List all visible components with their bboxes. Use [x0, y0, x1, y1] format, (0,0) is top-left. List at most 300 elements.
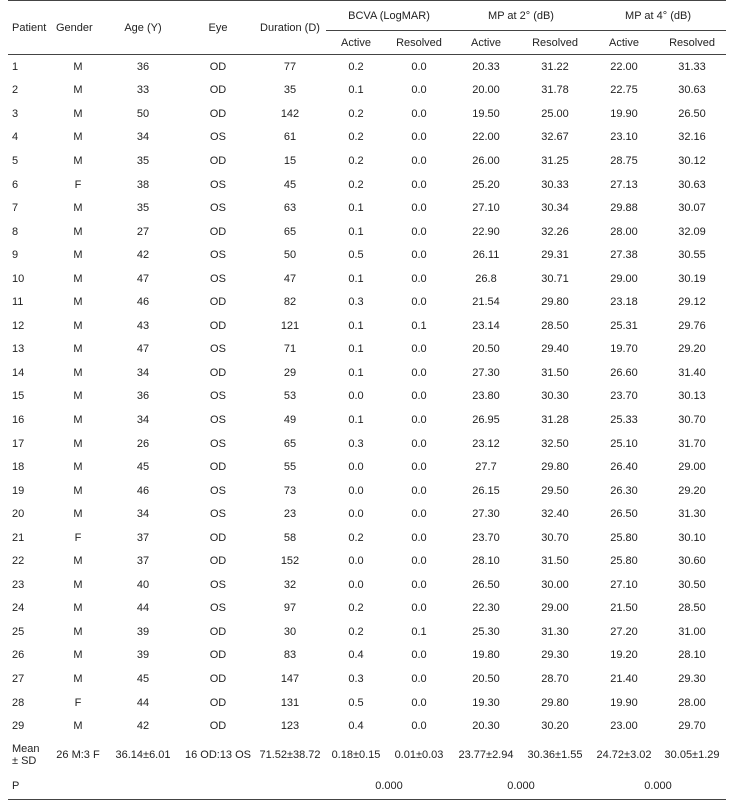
header-mp4-resolved: Resolved: [669, 36, 715, 49]
cell-bcva-active: 0.1: [348, 272, 364, 285]
cell-age: 43: [136, 319, 150, 332]
table-summary: [8, 738, 726, 800]
cell-bcva-active: 0.2: [348, 154, 364, 167]
cell-mp4-active: 25.10: [610, 437, 638, 450]
cell-mp4-active: 23.18: [610, 296, 638, 309]
header-bcva: BCVA (LogMAR): [326, 1, 452, 31]
cell-gender: M: [73, 508, 83, 521]
cell-patient: 12: [12, 319, 25, 332]
header-mp2-resolved: Resolved: [532, 36, 578, 49]
table-row: [8, 691, 726, 715]
cell-mp4-active: 29.00: [610, 272, 638, 285]
cell-eye: OS: [210, 413, 226, 426]
cell-patient: 17: [12, 437, 25, 450]
cell-mp4-active: 27.38: [610, 249, 638, 262]
cell-mp4-active: 25.80: [610, 531, 638, 544]
table-row: [8, 644, 726, 668]
cell-bcva-resolved: 0.0: [411, 649, 427, 662]
cell-age: 34: [136, 413, 150, 426]
cell-mp2-resolved: 25.00: [541, 107, 569, 120]
mean-mp4-active: 24.72±3.02: [596, 749, 652, 762]
cell-bcva-resolved: 0.0: [411, 484, 427, 497]
cell-bcva-active: 0.1: [348, 319, 364, 332]
cell-eye: OS: [210, 178, 226, 191]
table-row: [8, 667, 726, 691]
cell-duration: 147: [280, 672, 300, 685]
cell-duration: 45: [283, 178, 297, 191]
table-row: [8, 408, 726, 432]
cell-mp2-resolved: 32.26: [541, 225, 569, 238]
cell-bcva-active: 0.1: [348, 225, 364, 238]
cell-mp4-resolved: 26.50: [678, 107, 706, 120]
cell-mp2-active: 20.00: [472, 84, 500, 97]
cell-age: 42: [136, 249, 150, 262]
cell-gender: M: [73, 649, 83, 662]
table-row: [8, 55, 726, 79]
cell-mp2-resolved: 31.30: [541, 625, 569, 638]
cell-mp4-active: 27.20: [610, 625, 638, 638]
cell-duration: 58: [283, 531, 297, 544]
cell-duration: 65: [283, 437, 297, 450]
cell-mp4-resolved: 29.30: [678, 672, 706, 685]
cell-bcva-active: 0.2: [348, 531, 364, 544]
cell-duration: 73: [283, 484, 297, 497]
mean-eye: 16 OD:13 OS: [184, 749, 252, 762]
cell-age: 39: [136, 625, 150, 638]
cell-eye: OS: [210, 390, 226, 403]
cell-gender: M: [73, 60, 83, 73]
cell-mp4-active: 26.60: [610, 366, 638, 379]
cell-mp4-resolved: 30.19: [678, 272, 706, 285]
header-eye: Eye: [208, 21, 228, 34]
cell-gender: M: [73, 555, 83, 568]
table-row: [8, 149, 726, 173]
cell-bcva-active: 0.2: [348, 131, 364, 144]
cell-gender: M: [73, 343, 83, 356]
cell-patient: 15: [12, 390, 25, 403]
cell-bcva-resolved: 0.0: [411, 296, 427, 309]
cell-duration: 65: [283, 225, 297, 238]
table-row: [8, 196, 726, 220]
cell-duration: 15: [283, 154, 297, 167]
header-mp4: MP at 4° (dB): [590, 1, 726, 31]
cell-mp2-resolved: 29.00: [541, 602, 569, 615]
cell-duration: 53: [283, 390, 297, 403]
cell-duration: 131: [280, 696, 300, 709]
cell-mp2-active: 21.54: [472, 296, 500, 309]
cell-mp4-resolved: 30.07: [678, 202, 706, 215]
cell-mp4-active: 22.75: [610, 84, 638, 97]
cell-bcva-active: 0.0: [348, 578, 364, 591]
cell-mp2-resolved: 31.25: [541, 154, 569, 167]
cell-bcva-active: 0.3: [348, 296, 364, 309]
cell-mp4-active: 26.30: [610, 484, 638, 497]
header-mp2-active: Active: [471, 36, 501, 49]
cell-mp4-active: 25.31: [610, 319, 638, 332]
cell-patient: 11: [12, 296, 24, 309]
cell-duration: 121: [280, 319, 300, 332]
cell-age: 37: [136, 531, 150, 544]
mean-age: 36.14±6.01: [115, 749, 171, 762]
mean-sd-row: [8, 738, 726, 773]
cell-eye: OD: [209, 555, 227, 568]
cell-bcva-resolved: 0.0: [411, 508, 427, 521]
p-bcva: 0.000: [375, 779, 403, 792]
cell-patient: 20: [12, 508, 25, 521]
cell-mp2-resolved: 29.50: [541, 484, 569, 497]
cell-mp4-active: 25.80: [610, 555, 638, 568]
cell-bcva-resolved: 0.1: [411, 625, 427, 638]
cell-age: 46: [136, 484, 150, 497]
cell-mp4-active: 28.00: [610, 225, 638, 238]
cell-mp2-resolved: 30.33: [541, 178, 569, 191]
patient-data-table-container: [8, 0, 726, 800]
mean-label-line1: Mean: [12, 743, 40, 756]
cell-age: 35: [136, 202, 150, 215]
cell-age: 44: [136, 602, 150, 615]
cell-bcva-resolved: 0.0: [411, 602, 427, 615]
cell-age: 42: [136, 720, 150, 733]
cell-gender: F: [74, 178, 82, 191]
mean-mp4-resolved: 30.05±1.29: [664, 749, 720, 762]
cell-mp2-resolved: 29.40: [541, 343, 569, 356]
cell-mp4-resolved: 30.50: [678, 578, 706, 591]
table-row: [8, 220, 726, 244]
cell-mp4-resolved: 32.16: [678, 131, 706, 144]
cell-age: 36: [136, 60, 150, 73]
cell-mp4-resolved: 28.50: [678, 602, 706, 615]
cell-patient: 2: [12, 84, 19, 97]
cell-mp2-resolved: 32.50: [541, 437, 569, 450]
cell-patient: 10: [12, 272, 25, 285]
cell-mp2-active: 27.30: [472, 508, 500, 521]
cell-eye: OS: [210, 272, 226, 285]
cell-bcva-resolved: 0.0: [411, 413, 427, 426]
cell-mp2-active: 22.30: [472, 602, 500, 615]
cell-mp2-resolved: 31.22: [541, 60, 569, 73]
cell-mp2-resolved: 30.20: [541, 720, 569, 733]
cell-mp2-active: 26.15: [472, 484, 500, 497]
table-row: [8, 597, 726, 621]
cell-eye: OD: [209, 84, 227, 97]
cell-mp4-active: 23.70: [610, 390, 638, 403]
cell-gender: M: [73, 461, 83, 474]
cell-patient: 7: [12, 202, 19, 215]
cell-mp2-active: 20.50: [472, 672, 500, 685]
cell-bcva-active: 0.0: [348, 461, 364, 474]
cell-duration: 97: [283, 602, 297, 615]
cell-duration: 63: [283, 202, 297, 215]
cell-mp4-resolved: 28.00: [678, 696, 706, 709]
cell-bcva-active: 0.1: [348, 366, 364, 379]
header-duration: Duration (D): [260, 21, 320, 34]
cell-bcva-resolved: 0.0: [411, 60, 427, 73]
cell-mp2-active: 25.20: [472, 178, 500, 191]
cell-gender: M: [73, 319, 83, 332]
table-row: [8, 314, 726, 338]
cell-mp2-resolved: 28.50: [541, 319, 569, 332]
cell-bcva-active: 0.0: [348, 484, 364, 497]
cell-mp2-resolved: 31.28: [541, 413, 569, 426]
table-row: [8, 267, 726, 291]
cell-age: 35: [136, 154, 150, 167]
cell-mp4-resolved: 30.63: [678, 84, 706, 97]
p-empty-eye: [182, 773, 254, 800]
cell-mp2-active: 23.80: [472, 390, 500, 403]
cell-eye: OS: [210, 343, 226, 356]
cell-bcva-active: 0.2: [348, 625, 364, 638]
cell-mp4-active: 19.90: [610, 107, 638, 120]
cell-mp2-resolved: 29.80: [541, 696, 569, 709]
cell-mp2-resolved: 29.80: [541, 296, 569, 309]
cell-mp4-resolved: 29.00: [678, 461, 706, 474]
cell-bcva-resolved: 0.0: [411, 178, 427, 191]
cell-mp2-resolved: 31.50: [541, 366, 569, 379]
mean-mp2-resolved: 30.36±1.55: [527, 749, 583, 762]
p-mp2: 0.000: [507, 779, 535, 792]
cell-gender: M: [73, 484, 83, 497]
cell-bcva-active: 0.0: [348, 555, 364, 568]
cell-mp2-active: 22.00: [472, 131, 500, 144]
cell-mp2-active: 23.14: [472, 319, 500, 332]
cell-mp4-resolved: 30.70: [678, 413, 706, 426]
cell-mp4-resolved: 30.12: [678, 154, 706, 167]
cell-bcva-resolved: 0.0: [411, 696, 427, 709]
cell-mp4-active: 25.33: [610, 413, 638, 426]
cell-mp2-resolved: 32.67: [541, 131, 569, 144]
cell-duration: 123: [280, 720, 300, 733]
table-row: [8, 102, 726, 126]
cell-mp4-active: 28.75: [610, 154, 638, 167]
cell-duration: 35: [283, 84, 297, 97]
cell-mp2-resolved: 30.30: [541, 390, 569, 403]
mean-bcva-active: 0.18±0.15: [331, 749, 381, 762]
cell-mp4-resolved: 30.13: [678, 390, 706, 403]
cell-duration: 50: [283, 249, 297, 262]
cell-gender: M: [73, 578, 83, 591]
cell-duration: 77: [283, 60, 297, 73]
p-value-row: [8, 773, 726, 800]
cell-bcva-resolved: 0.0: [411, 107, 427, 120]
cell-eye: OS: [210, 508, 226, 521]
cell-eye: OD: [209, 154, 227, 167]
cell-eye: OD: [209, 720, 227, 733]
cell-mp4-resolved: 30.55: [678, 249, 706, 262]
cell-gender: M: [73, 602, 83, 615]
cell-bcva-active: 0.5: [348, 249, 364, 262]
cell-mp2-resolved: 31.78: [541, 84, 569, 97]
cell-mp2-active: 25.30: [472, 625, 500, 638]
patient-data-table: [8, 0, 726, 800]
cell-patient: 26: [12, 649, 25, 662]
cell-gender: M: [73, 720, 83, 733]
cell-mp4-active: 19.90: [610, 696, 638, 709]
cell-bcva-active: 0.2: [348, 602, 364, 615]
cell-bcva-resolved: 0.0: [411, 225, 427, 238]
cell-mp4-resolved: 29.70: [678, 720, 706, 733]
cell-age: 36: [136, 390, 150, 403]
cell-patient: 3: [12, 107, 19, 120]
p-empty-gender: [52, 773, 104, 800]
cell-mp4-resolved: 29.76: [678, 319, 706, 332]
cell-bcva-active: 0.4: [348, 720, 364, 733]
cell-bcva-resolved: 0.0: [411, 249, 427, 262]
cell-duration: 49: [283, 413, 297, 426]
cell-age: 47: [136, 272, 150, 285]
cell-duration: 30: [283, 625, 297, 638]
header-row-1: [8, 1, 726, 31]
cell-eye: OD: [209, 107, 227, 120]
cell-age: 26: [136, 437, 150, 450]
cell-mp2-active: 23.12: [472, 437, 500, 450]
cell-age: 38: [136, 178, 150, 191]
cell-bcva-active: 0.5: [348, 696, 364, 709]
cell-gender: M: [73, 296, 83, 309]
cell-age: 33: [136, 84, 150, 97]
header-patient: Patient: [12, 21, 47, 34]
cell-eye: OD: [209, 625, 227, 638]
cell-patient: 18: [12, 461, 25, 474]
cell-patient: 21: [12, 531, 25, 544]
cell-mp2-active: 19.30: [472, 696, 500, 709]
cell-gender: M: [73, 84, 83, 97]
cell-mp4-resolved: 30.63: [678, 178, 706, 191]
header-bcva-resolved: Resolved: [396, 36, 442, 49]
cell-patient: 8: [12, 225, 19, 238]
cell-bcva-resolved: 0.0: [411, 720, 427, 733]
cell-mp2-active: 26.00: [472, 154, 500, 167]
table-row: [8, 243, 726, 267]
cell-mp4-resolved: 31.00: [678, 625, 706, 638]
table-row: [8, 714, 726, 738]
cell-gender: M: [73, 437, 83, 450]
cell-mp2-resolved: 29.30: [541, 649, 569, 662]
cell-patient: 4: [12, 131, 19, 144]
cell-duration: 47: [283, 272, 297, 285]
table-row: [8, 173, 726, 197]
cell-duration: 152: [280, 555, 300, 568]
cell-mp2-active: 20.30: [472, 720, 500, 733]
cell-bcva-resolved: 0.0: [411, 461, 427, 474]
cell-gender: M: [73, 366, 83, 379]
cell-mp2-active: 28.10: [472, 555, 500, 568]
cell-mp2-resolved: 30.71: [541, 272, 569, 285]
cell-eye: OD: [209, 296, 227, 309]
cell-gender: M: [73, 249, 83, 262]
cell-duration: 61: [283, 131, 297, 144]
header-bcva-active: Active: [341, 36, 371, 49]
cell-eye: OD: [209, 366, 227, 379]
cell-eye: OD: [209, 649, 227, 662]
cell-mp4-resolved: 32.09: [678, 225, 706, 238]
cell-patient: 14: [12, 366, 25, 379]
cell-patient: 29: [12, 720, 25, 733]
cell-age: 34: [136, 366, 150, 379]
cell-eye: OS: [210, 437, 226, 450]
cell-gender: M: [73, 272, 83, 285]
table-row: [8, 549, 726, 573]
cell-mp2-resolved: 28.70: [541, 672, 569, 685]
cell-mp4-active: 27.10: [610, 578, 638, 591]
cell-bcva-resolved: 0.0: [411, 672, 427, 685]
cell-age: 46: [136, 296, 150, 309]
cell-mp4-active: 23.00: [610, 720, 638, 733]
cell-bcva-active: 0.2: [348, 60, 364, 73]
cell-bcva-active: 0.1: [348, 84, 364, 97]
table-row: [8, 573, 726, 597]
mean-bcva-resolved: 0.01±0.03: [394, 749, 444, 762]
cell-eye: OD: [209, 319, 227, 332]
table-row: [8, 432, 726, 456]
cell-bcva-resolved: 0.0: [411, 202, 427, 215]
cell-bcva-resolved: 0.0: [411, 131, 427, 144]
cell-age: 45: [136, 672, 150, 685]
cell-gender: M: [73, 672, 83, 685]
cell-mp4-resolved: 30.10: [678, 531, 706, 544]
cell-mp2-resolved: 29.80: [541, 461, 569, 474]
table-row: [8, 338, 726, 362]
cell-bcva-resolved: 0.0: [411, 531, 427, 544]
p-empty-duration: [254, 773, 326, 800]
p-empty-age: [104, 773, 182, 800]
cell-patient: 22: [12, 555, 25, 568]
cell-bcva-active: 0.2: [348, 107, 364, 120]
cell-mp4-active: 21.50: [610, 602, 638, 615]
cell-age: 39: [136, 649, 150, 662]
cell-eye: OD: [209, 531, 227, 544]
table-row: [8, 479, 726, 503]
cell-bcva-active: 0.1: [348, 413, 364, 426]
table-header: [8, 1, 726, 55]
cell-mp4-active: 21.40: [610, 672, 638, 685]
cell-bcva-active: 0.0: [348, 390, 364, 403]
cell-bcva-active: 0.3: [348, 437, 364, 450]
table-row: [8, 385, 726, 409]
cell-duration: 82: [283, 296, 297, 309]
cell-mp4-active: 23.10: [610, 131, 638, 144]
cell-duration: 71: [283, 343, 297, 356]
cell-patient: 16: [12, 413, 25, 426]
cell-mp4-active: 19.70: [610, 343, 638, 356]
cell-eye: OD: [209, 461, 227, 474]
table-row: [8, 502, 726, 526]
cell-gender: F: [74, 696, 82, 709]
cell-patient: 24: [12, 602, 25, 615]
table-row: [8, 455, 726, 479]
cell-mp4-active: 26.40: [610, 461, 638, 474]
cell-bcva-active: 0.0: [348, 508, 364, 521]
cell-bcva-resolved: 0.0: [411, 555, 427, 568]
cell-mp4-active: 27.13: [610, 178, 638, 191]
header-mp4-active: Active: [609, 36, 639, 49]
cell-mp4-resolved: 29.20: [678, 343, 706, 356]
header-age: Age (Y): [124, 21, 162, 34]
cell-patient: 5: [12, 154, 19, 167]
cell-mp2-active: 19.80: [472, 649, 500, 662]
header-gender: Gender: [56, 21, 93, 34]
cell-mp2-resolved: 30.00: [541, 578, 569, 591]
cell-bcva-active: 0.1: [348, 343, 364, 356]
header-mp2: MP at 2° (dB): [452, 1, 590, 31]
cell-bcva-active: 0.1: [348, 202, 364, 215]
cell-gender: M: [73, 107, 83, 120]
cell-mp4-active: 19.20: [610, 649, 638, 662]
cell-eye: OS: [210, 131, 226, 144]
cell-mp2-active: 20.50: [472, 343, 500, 356]
cell-bcva-resolved: 0.0: [411, 343, 427, 356]
cell-bcva-resolved: 0.0: [411, 578, 427, 591]
cell-duration: 55: [283, 461, 297, 474]
